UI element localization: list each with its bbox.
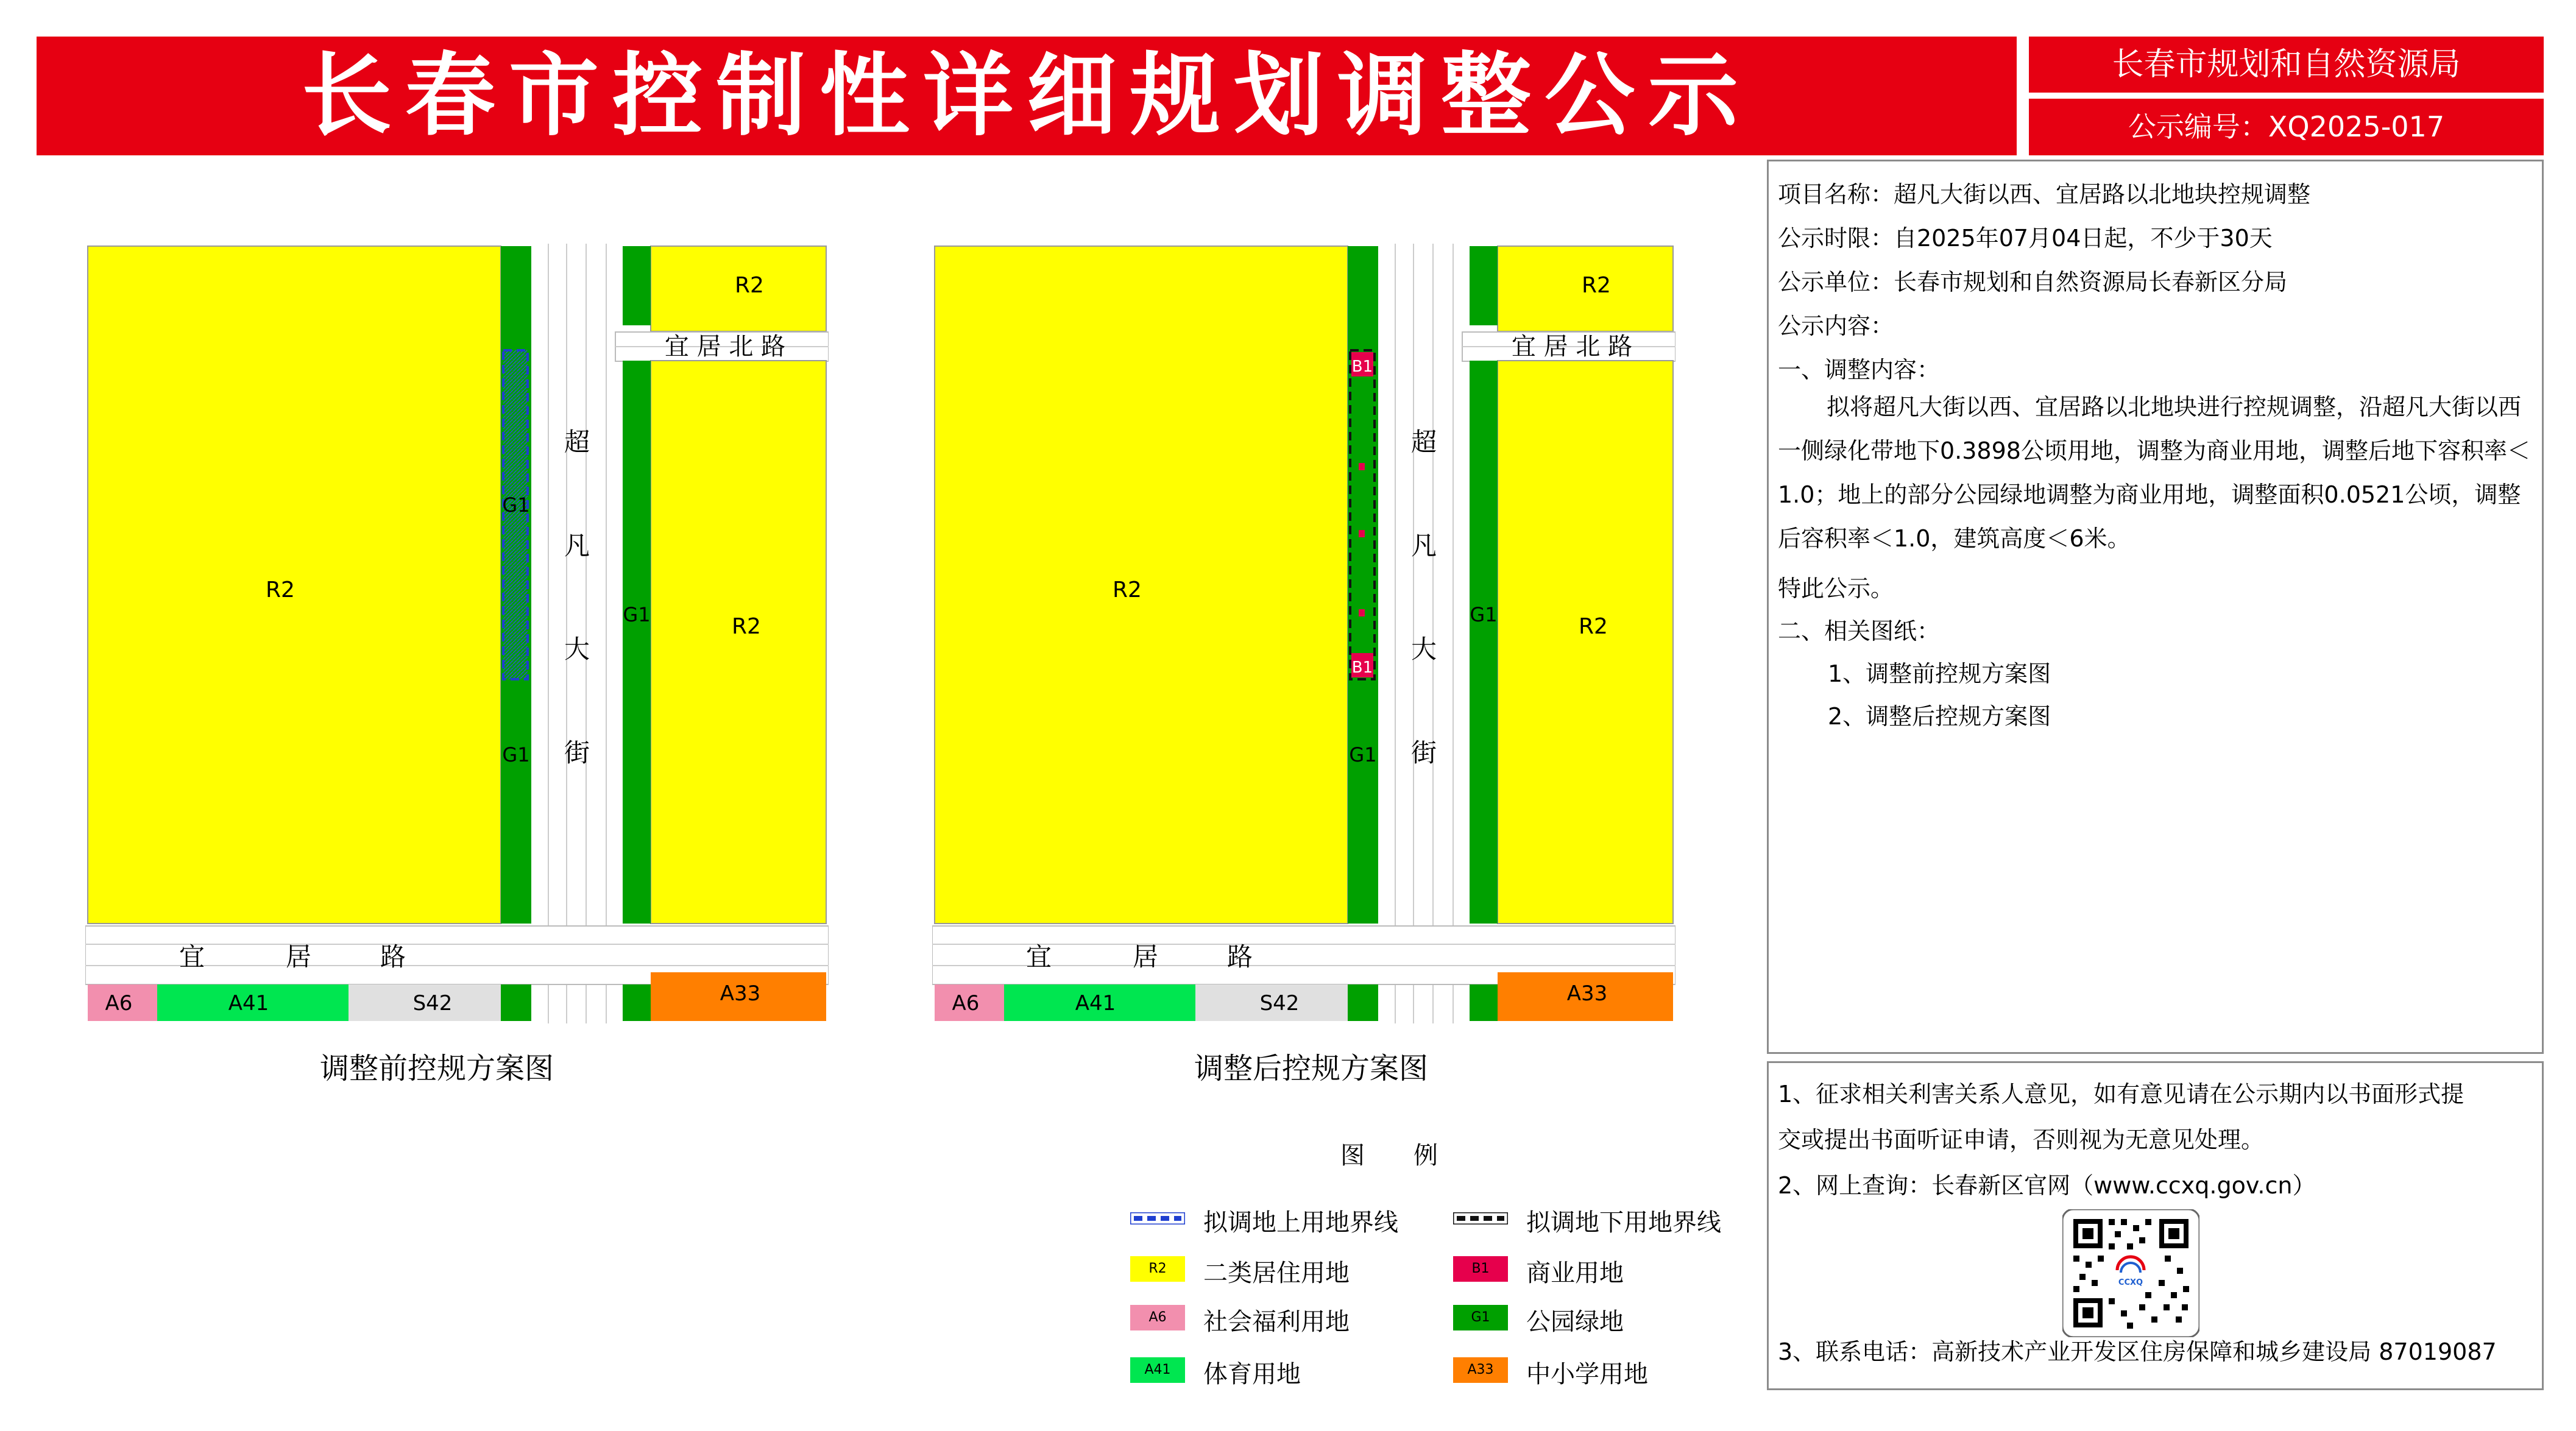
svg-text:G1: G1 <box>1470 603 1498 626</box>
label-b1-south: B1 <box>1351 659 1373 677</box>
info-special: 特此公示。 <box>1778 575 1894 602</box>
qr-code-icon[interactable] <box>2062 1209 2199 1337</box>
svg-text:宜 居 北 路: 宜 居 北 路 <box>1511 333 1633 361</box>
legend-swatch-below-line <box>1453 1212 1508 1224</box>
svg-text:R2: R2 <box>1579 614 1608 639</box>
label-r2-west: R2 <box>266 578 295 602</box>
parcel-g1-east <box>623 361 651 924</box>
svg-text:凡: 凡 <box>564 531 590 560</box>
info-project: 项目名称：超凡大街以西、宜居路以北地块控规调整 <box>1778 181 2311 208</box>
svg-text:A33: A33 <box>720 981 761 1006</box>
label-g1-west: G1 <box>502 743 530 766</box>
info-section1: 一、调整内容： <box>1778 356 1941 383</box>
svg-text:大: 大 <box>564 634 590 664</box>
svg-text:居: 居 <box>1132 942 1159 972</box>
svg-text:凡: 凡 <box>1410 531 1437 560</box>
legend-swatch-a41: A41 <box>1130 1357 1185 1383</box>
legend-label-below-line: 拟调地下用地界线 <box>1526 1209 1721 1237</box>
svg-text:宜: 宜 <box>1025 942 1052 972</box>
legend-label-g1: 公园绿地 <box>1526 1308 1624 1336</box>
legend-swatch-a6: A6 <box>1130 1305 1185 1330</box>
svg-text:大: 大 <box>1410 634 1437 664</box>
svg-text:G1: G1 <box>1349 743 1377 766</box>
svg-text:CCXQ: CCXQ <box>2118 1278 2143 1287</box>
legend-swatch-b1: B1 <box>1453 1256 1508 1282</box>
adjust-boundary-after <box>1350 350 1375 679</box>
page-title: 长春市控制性详细规划调整公示 <box>302 43 1752 148</box>
notice-line1: 1、征求相关利害关系人意见，如有意见请在公示期内以书面形式提 <box>1778 1081 2465 1108</box>
parcel-r2-east <box>651 361 826 924</box>
legend-label-a6: 社会福利用地 <box>1203 1308 1350 1336</box>
label-r2-ne: R2 <box>735 273 764 298</box>
info-body: 拟将超凡大街以西、宜居路以北地块进行控规调整，沿超凡大街以西一侧绿化带地下0.3898公顷用地，调整为商业用地，调整后地下容积率＜1.0；地上的部分公园绿地调整为商业用地，调整面积0.0521公顷，调整后容积率＜1.0，建筑高度＜6米。 <box>1778 394 2530 552</box>
svg-text:A41: A41 <box>228 991 269 1016</box>
notice-line4: 3、联系电话：高新技术产业开发区住房保障和城乡建设局 87019087 <box>1778 1338 2497 1365</box>
map-before <box>85 244 829 1023</box>
label-g1-adjust: G1 <box>502 493 530 517</box>
svg-text:A33: A33 <box>1566 981 1608 1006</box>
notice-line2: 交或提出书面听证申请，否则视为无意见处理。 <box>1778 1126 2265 1153</box>
legend-swatch-r2: R2 <box>1130 1256 1185 1282</box>
legend-swatch-a33: A33 <box>1453 1357 1508 1383</box>
info-drawing2: 2、调整后控规方案图 <box>1828 703 2051 730</box>
info-content-label: 公示内容： <box>1778 313 1894 339</box>
legend-label-a41: 体育用地 <box>1203 1360 1301 1388</box>
svg-text:R2: R2 <box>1113 578 1142 602</box>
parcel-g1-ne-strip <box>623 246 651 325</box>
svg-text:居: 居 <box>285 942 312 972</box>
svg-text:路: 路 <box>1226 942 1253 972</box>
map-after <box>932 244 1675 1023</box>
info-drawing1: 1、调整前控规方案图 <box>1828 660 2051 687</box>
legend-swatch-above-line <box>1130 1212 1185 1224</box>
svg-text:A41: A41 <box>1075 991 1116 1016</box>
caption-after: 调整后控规方案图 <box>1194 1051 1429 1086</box>
legend-label-b1: 商业用地 <box>1526 1259 1624 1287</box>
svg-text:宜: 宜 <box>179 942 205 972</box>
label-g1-east: G1 <box>623 603 651 626</box>
notice-line3: 2、网上查询：长春新区官网（www.ccxq.gov.cn） <box>1778 1172 2316 1199</box>
legend-label-a33: 中小学用地 <box>1526 1360 1648 1388</box>
svg-text:超: 超 <box>564 427 590 457</box>
svg-text:A6: A6 <box>952 991 980 1016</box>
svg-text:R2: R2 <box>1582 273 1611 298</box>
agency-name: 长春市规划和自然资源局 <box>2029 37 2544 93</box>
label-road-north: 宜 居 北 路 <box>664 333 786 361</box>
caption-before: 调整前控规方案图 <box>320 1051 554 1086</box>
legend-label-r2: 二类居住用地 <box>1203 1259 1350 1287</box>
label-b1-north: B1 <box>1351 358 1373 376</box>
info-section2: 二、相关图纸： <box>1778 618 1941 645</box>
svg-text:街: 街 <box>1410 738 1437 768</box>
legend-title: 图 例 <box>1340 1142 1438 1170</box>
svg-text:街: 街 <box>564 738 590 768</box>
info-unit: 公示单位：长春市规划和自然资源局长春新区分局 <box>1778 269 2288 295</box>
legend-label-above-line: 拟调地上用地界线 <box>1203 1209 1398 1237</box>
svg-text:A6: A6 <box>105 991 133 1016</box>
legend-swatch-g1: G1 <box>1453 1305 1508 1330</box>
svg-text:S42: S42 <box>412 991 453 1016</box>
svg-text:路: 路 <box>380 942 406 972</box>
svg-text:S42: S42 <box>1259 991 1300 1016</box>
info-period: 公示时限：自2025年07月04日起，不少于30天 <box>1778 225 2273 252</box>
notice-code: 公示编号：XQ2025-017 <box>2029 99 2544 155</box>
label-r2-east: R2 <box>732 614 761 639</box>
svg-text:超: 超 <box>1410 427 1437 457</box>
